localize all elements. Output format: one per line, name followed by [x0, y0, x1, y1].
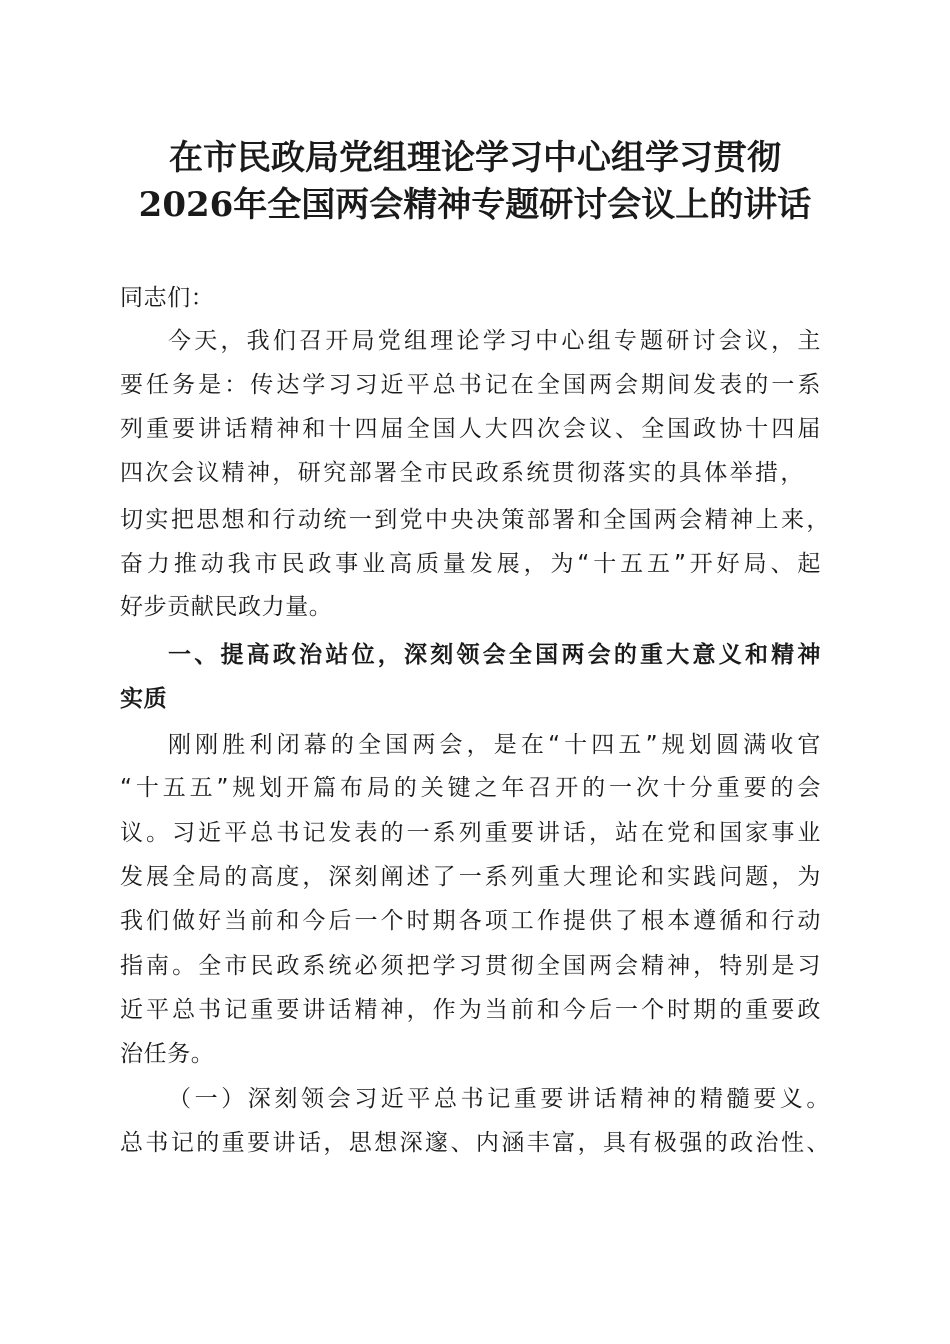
- paragraph-line: 近平总书记重要讲话精神，作为当前和今后一个时期的重要政: [120, 997, 821, 1023]
- paragraph-line: 四次会议精神，研究部署全市民政系统贯彻落实的具体举措，: [120, 460, 804, 486]
- paragraph-line: 要任务是：传达学习习近平总书记在全国两会期间发表的一系: [120, 372, 821, 398]
- paragraph-line: 我们做好当前和今后一个时期各项工作提供了根本遵循和行动: [120, 908, 821, 934]
- paragraph-line: 议。习近平总书记发表的一系列重要讲话，站在党和国家事业: [120, 820, 821, 846]
- salutation: 同志们：: [120, 285, 215, 311]
- paragraph-line: 治任务。: [120, 1041, 215, 1067]
- subsection-heading: （一）深刻领会习近平总书记重要讲话精神的精髓要义。: [168, 1086, 830, 1112]
- section-heading-continuation: 实质: [120, 686, 168, 712]
- section-heading: 一、提高政治站位，深刻领会全国两会的重大意义和精神: [168, 642, 821, 668]
- paragraph-line: 刚刚胜利闭幕的全国两会，是在“十四五”规划圆满收官: [168, 732, 821, 758]
- paragraph-line: 列重要讲话精神和十四届全国人大四次会议、全国政协十四届: [120, 416, 821, 442]
- paragraph-line: 今天，我们召开局党组理论学习中心组专题研讨会议，主: [168, 328, 821, 354]
- document-title-line-2: 2026年全国两会精神专题研讨会议上的讲话: [138, 185, 812, 225]
- paragraph-line: 奋力推动我市民政事业高质量发展，为“十五五”开好局、起: [120, 551, 821, 577]
- paragraph-line: 切实把思想和行动统一到党中央决策部署和全国两会精神上来，: [120, 507, 830, 533]
- paragraph-line: 指南。全市民政系统必须把学习贯彻全国两会精神，特别是习: [120, 953, 821, 979]
- paragraph-line: “十五五”规划开篇布局的关键之年召开的一次十分重要的会: [120, 775, 821, 801]
- paragraph-line: 总书记的重要讲话，思想深邃、内涵丰富，具有极强的政治性、: [120, 1130, 830, 1156]
- paragraph-line: 发展全局的高度，深刻阐述了一系列重大理论和实践问题，为: [120, 864, 821, 890]
- document-title-line-1: 在市民政局党组理论学习中心组学习贯彻: [169, 138, 781, 178]
- paragraph-line: 好步贡献民政力量。: [120, 594, 333, 620]
